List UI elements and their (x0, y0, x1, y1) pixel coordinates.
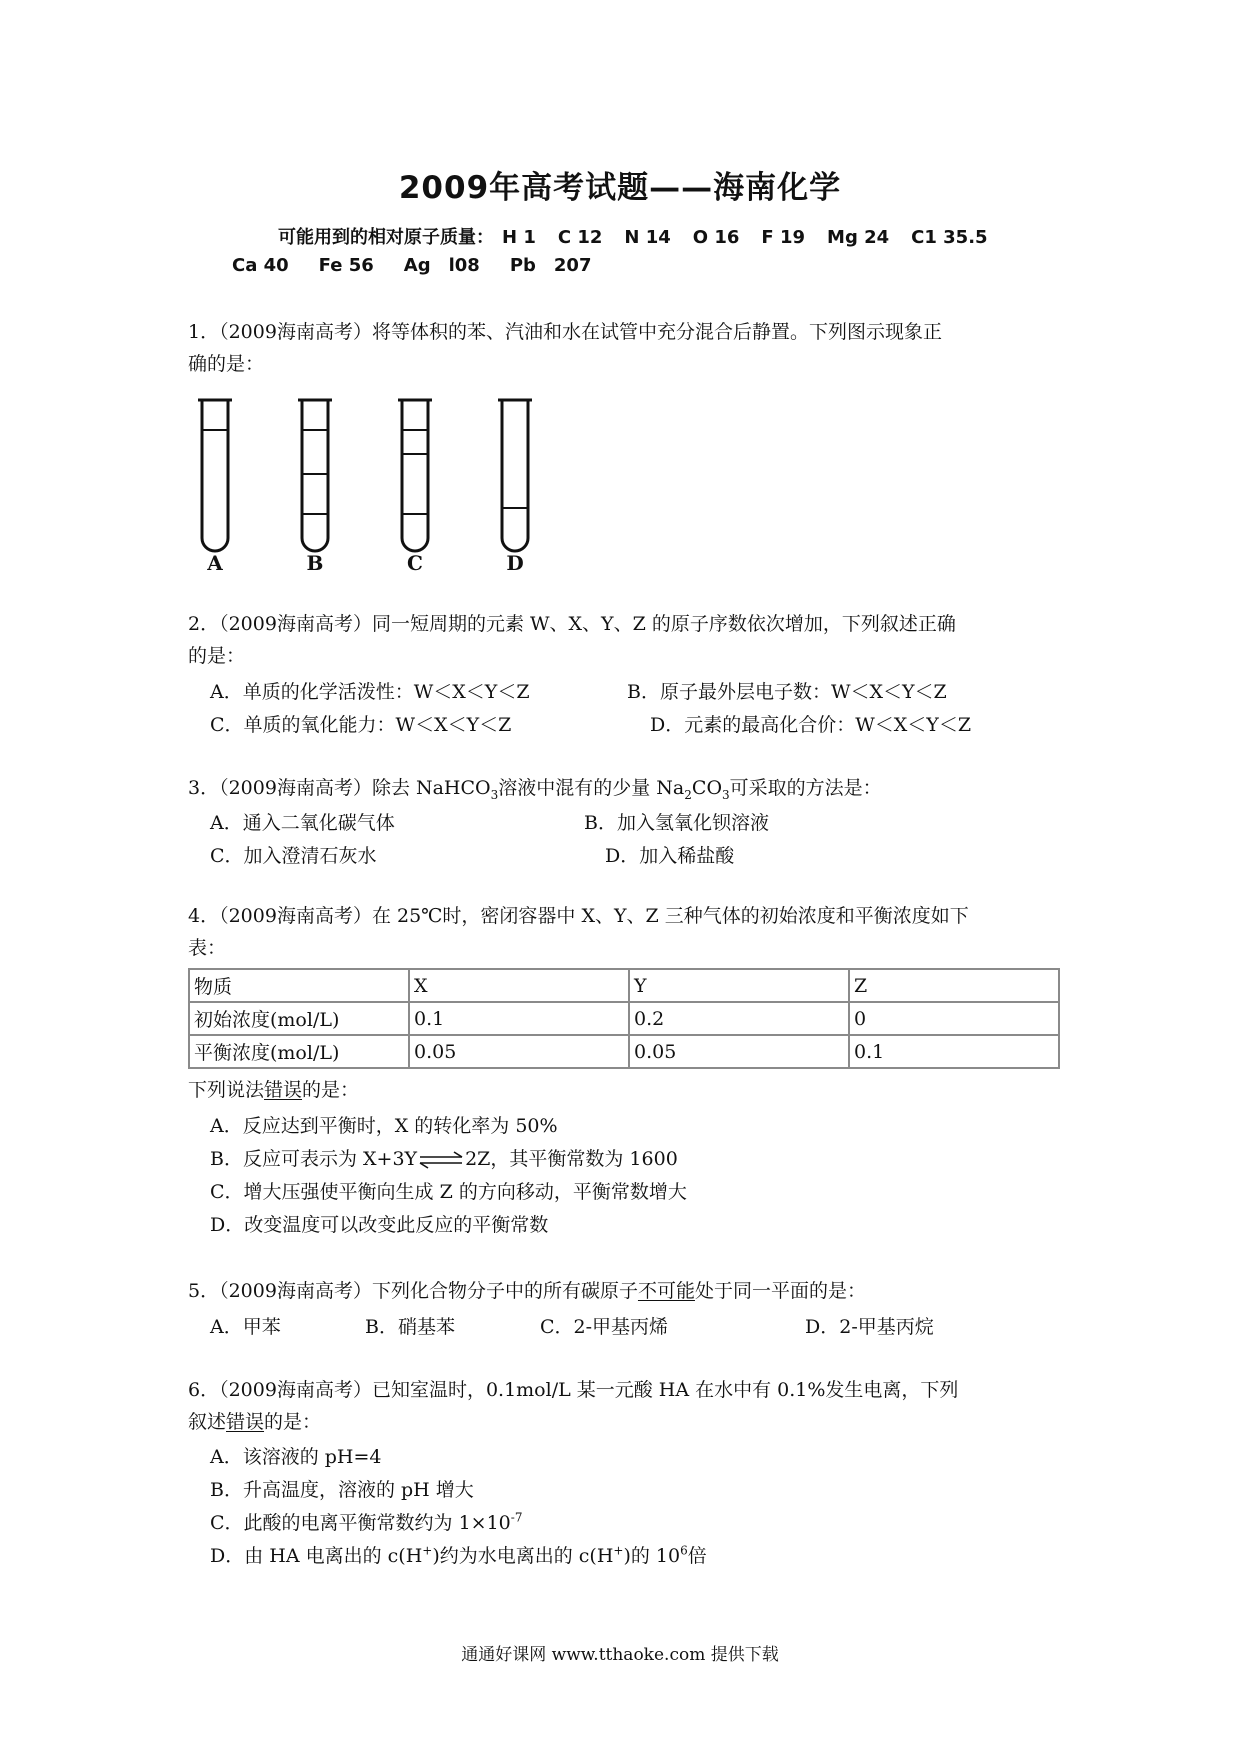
atomic-masses-line2 (232, 255, 613, 276)
mass-mg: Mg 24 (827, 227, 890, 248)
q5-text-pre: 5．（2009海南高考）下列化合物分子中的所有碳原子 (188, 1280, 638, 1302)
q3-option-a: A．通入二氧化碳气体 (210, 812, 395, 834)
q3-sub1: 3 (490, 787, 499, 802)
q6-option-d-part3: )的 10 (623, 1545, 681, 1567)
q4-option-c: C．增大压强使平衡向生成 Z 的方向移动，平衡常数增大 (210, 1181, 687, 1203)
q5-text (188, 1275, 866, 1307)
q5-option-a: A．甲苯 (210, 1316, 281, 1338)
page-title: 2009年高考试题——海南化学 (398, 170, 842, 206)
tube-label-a: A (207, 551, 223, 575)
test-tube-c (398, 400, 432, 551)
q3-text-part4: 可采取的方法是： (729, 777, 882, 799)
q6-text-line2 (188, 1406, 321, 1438)
q5-option-b: B．硝基苯 (365, 1316, 455, 1338)
table-cell: 0.1 (409, 1002, 629, 1035)
q3-text-part2: 溶液中混有的少量 Na (498, 777, 685, 799)
q3-option-d: D．加入稀盐酸 (605, 845, 735, 867)
tube-label-d: D (506, 551, 524, 575)
q1-text-line1: 1．（2009海南高考）将等体积的苯、汽油和水在试管中充分混合后静置。下列图示现象正 (188, 321, 942, 343)
mass-ca: Ca 40 (232, 255, 289, 276)
mass-ag-symbol: Ag (403, 255, 431, 276)
table-cell: 平衡浓度(mol/L) (189, 1035, 409, 1068)
equilibrium-arrow-icon (418, 1151, 464, 1169)
table-row (189, 1035, 1059, 1068)
mass-ag-value: l08 (448, 255, 480, 276)
q6-option-b: B．升高温度，溶液的 pH 增大 (210, 1479, 474, 1501)
q6-text-post: 的是： (264, 1411, 322, 1433)
q6-option-d-sup2: + (613, 1543, 624, 1558)
table-header-cell: Z (849, 969, 1059, 1002)
q6-option-d (210, 1541, 707, 1568)
q6-option-c-exponent: -7 (510, 1510, 523, 1525)
q2-option-a: A．单质的化学活泼性：W＜X＜Y＜Z (210, 681, 530, 703)
q5-text-underlined: 不可能 (637, 1280, 695, 1302)
q5-text-post: 处于同一平面的是： (694, 1280, 866, 1302)
atomic-masses-label: 可能用到的相对原子质量： (278, 227, 494, 248)
q5-option-d: D．2-甲基丙烷 (805, 1316, 934, 1338)
q3-sub2: 2 (684, 787, 692, 802)
q6-option-a: A．该溶液的 pH=4 (210, 1446, 382, 1468)
q4-option-a: A．反应达到平衡时，X 的转化率为 50% (210, 1115, 558, 1137)
q2-text-line1: 2．（2009海南高考）同一短周期的元素 W、X、Y、Z 的原子序数依次增加，下列叙述正确 (188, 613, 956, 635)
q3-text-part3: CO (691, 777, 723, 799)
mass-f: F 19 (761, 227, 806, 248)
q3-text (188, 772, 882, 811)
table-header-row (189, 969, 1059, 1002)
q4-option-d: D．改变温度可以改变此反应的平衡常数 (210, 1214, 549, 1236)
mass-fe: Fe 56 (318, 255, 374, 276)
mass-pb-value: 207 (553, 255, 592, 276)
q4-option-b (210, 1144, 678, 1171)
concentration-table (188, 968, 1060, 1069)
mass-c: C 12 (557, 227, 603, 248)
table-cell: 0.05 (629, 1035, 849, 1068)
q3-option-b: B．加入氢氧化钡溶液 (584, 812, 769, 834)
test-tube-a (198, 400, 232, 551)
page-footer: 通通好课网 www.tthaoke.com 提供下载 (461, 1645, 779, 1665)
table-header-cell: Y (629, 969, 849, 1002)
table-cell: 0.2 (629, 1002, 849, 1035)
table-row (189, 1002, 1059, 1035)
mass-h: H 1 (502, 227, 536, 248)
q6-text-underlined: 错误 (226, 1411, 265, 1433)
mass-o: O 16 (692, 227, 740, 248)
table-cell: 初始浓度(mol/L) (189, 1002, 409, 1035)
test-tubes-figure (180, 390, 560, 580)
q4-text-line2: 表： (188, 937, 227, 959)
q6-option-d-sup3: 6 (680, 1543, 688, 1558)
q3-option-c: C．加入澄清石灰水 (210, 845, 377, 867)
mass-cl: C1 35.5 (911, 227, 988, 248)
test-tube-b (298, 400, 332, 551)
q6-option-d-part4: 倍 (687, 1545, 707, 1567)
atomic-masses-line1 (278, 223, 1010, 249)
q3-text-part1: 3．（2009海南高考）除去 NaHCO (188, 777, 491, 799)
q6-option-d-part2: )约为水电离出的 c(H (432, 1545, 614, 1567)
q6-option-d-sup1: + (422, 1543, 433, 1558)
q4-stem-pre: 下列说法 (188, 1079, 265, 1101)
q6-option-d-part1: D．由 HA 电离出的 c(H (210, 1545, 423, 1567)
test-tube-d (498, 400, 532, 551)
q4-option-b-post: 2Z，其平衡常数为 1600 (465, 1148, 678, 1170)
q2-option-b: B．原子最外层电子数：W＜X＜Y＜Z (627, 681, 947, 703)
table-header-cell: X (409, 969, 629, 1002)
q1-text-line2: 确的是： (188, 353, 265, 375)
q3-sub3: 3 (722, 787, 730, 802)
table-header-cell: 物质 (189, 969, 409, 1002)
q6-text-pre: 叙述 (188, 1411, 227, 1433)
q6-option-c (210, 1508, 522, 1535)
table-cell: 0.05 (409, 1035, 629, 1068)
q6-option-c-text: C．此酸的电离平衡常数约为 1×10 (210, 1512, 511, 1534)
q4-text-line1: 4．（2009海南高考）在 25℃时，密闭容器中 X、Y、Z 三种气体的初始浓度和平衡浓度如下 (188, 905, 969, 927)
q5-option-c: C．2-甲基丙烯 (540, 1316, 669, 1338)
q2-text-line2: 的是： (188, 645, 246, 667)
table-cell: 0 (849, 1002, 1059, 1035)
q2-option-d: D．元素的最高化合价：W＜X＜Y＜Z (650, 714, 972, 736)
mass-pb-symbol: Pb (509, 255, 536, 276)
q4-stem (188, 1074, 359, 1106)
tube-label-c: C (407, 551, 423, 575)
q4-stem-underlined: 错误 (264, 1079, 303, 1101)
q4-stem-post: 的是： (302, 1079, 360, 1101)
q4-option-b-pre: B．反应可表示为 X+3Y (210, 1148, 418, 1170)
q6-text-line1: 6．（2009海南高考）已知室温时，0.1mol/L 某一元酸 HA 在水中有 0.1%发生电离，下列 (188, 1379, 959, 1401)
q2-option-c: C．单质的氧化能力：W＜X＜Y＜Z (210, 714, 512, 736)
mass-n: N 14 (624, 227, 671, 248)
tube-label-b: B (306, 551, 324, 575)
table-cell: 0.1 (849, 1035, 1059, 1068)
